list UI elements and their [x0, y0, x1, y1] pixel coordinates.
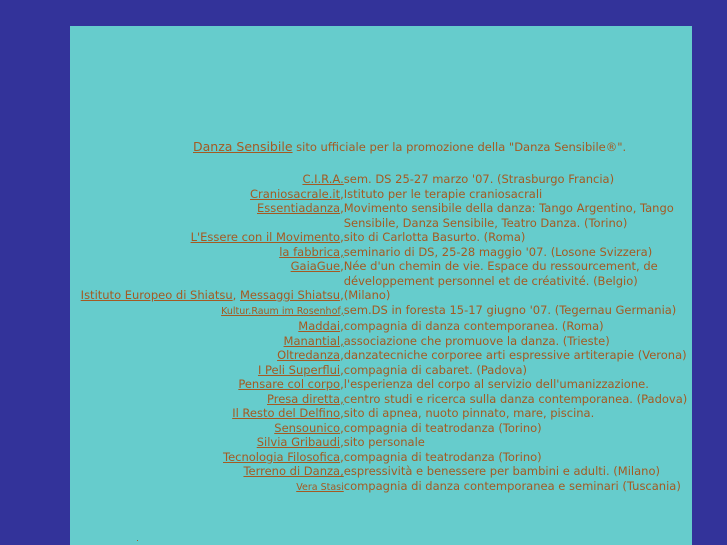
link-cell [0, 259, 344, 288]
site-link[interactable]: Silvia Gribaudi [256, 435, 341, 449]
link-row [0, 464, 727, 479]
link-description: associazione che promuove la danza. (Trieste) [343, 333, 610, 348]
link-description: danzatecniche corporee arti espressive artiterapie (Verona) [343, 348, 687, 362]
link-row [0, 479, 727, 496]
site-link[interactable]: Istituto Europeo di Shiatsu [80, 288, 233, 302]
link-description: espressività e benessere per bambini e adulti. (Milano) [343, 464, 660, 478]
link-row [0, 201, 727, 230]
link-row [0, 303, 727, 320]
link-row [0, 334, 727, 349]
link-cell [0, 319, 344, 334]
link-row [0, 450, 727, 465]
site-link[interactable]: Maddai [298, 319, 341, 333]
link-description: seminario di DS, 25-28 maggio '07. (Losone Svizzera) [343, 244, 653, 259]
site-link[interactable]: Vera Stasi [296, 481, 344, 493]
separator: , [340, 420, 344, 435]
link-cell [0, 363, 344, 378]
link-cell [0, 464, 344, 479]
link-row [0, 421, 727, 436]
link-description: compagnia di danza contemporanea e seminari (Tuscania) [343, 478, 681, 493]
site-link[interactable]: Oltredanza [277, 348, 341, 362]
site-link[interactable]: Pensare col corpo [238, 377, 341, 391]
separator: , [340, 230, 344, 244]
link-row [0, 230, 727, 245]
site-link[interactable]: la fabbrica, [279, 244, 344, 259]
site-link[interactable]: Craniosacrale.it [250, 186, 341, 201]
separator: , [340, 377, 344, 391]
link-row [0, 245, 727, 260]
separator: , [340, 186, 344, 201]
link-description: sem.DS in foresta 15-17 giugno '07. (Tegernau Germania) [343, 302, 677, 317]
link-description: Née d'un chemin de vie. Espace du ressourcement, de développement personnel et de créativité. (Belgio) [343, 259, 658, 288]
link-cell [0, 479, 344, 496]
link-description: sito di Carlotta Basurto. (Roma) [343, 230, 526, 244]
danza-sensibile-link[interactable]: Danza Sensibile [193, 139, 293, 154]
link-description: sito personale [343, 435, 425, 449]
separator: , [340, 362, 344, 377]
link-row [0, 348, 727, 363]
link-row [0, 435, 727, 450]
site-link[interactable]: Il Resto del Delfino [232, 406, 341, 420]
site-link[interactable]: GaiaGue [290, 259, 341, 273]
link-cell [0, 377, 344, 392]
link-cell [0, 187, 344, 202]
link-description: compagnia di danza contemporanea. (Roma) [343, 319, 604, 333]
site-link[interactable]: Manantial, [283, 333, 344, 348]
separator: , [232, 288, 240, 302]
link-cell [0, 421, 344, 436]
separator: , [340, 435, 344, 449]
site-link[interactable]: Terreno di Danza, [243, 464, 344, 478]
site-link[interactable]: C.I.R.A. [302, 172, 344, 186]
link-row [0, 406, 727, 421]
link-cell [0, 406, 344, 421]
site-link[interactable]: Kultur.Raum im Rosenhof, [221, 305, 344, 317]
link-row [0, 288, 727, 303]
link-row [0, 363, 727, 378]
link-row [0, 172, 727, 187]
link-cell [0, 288, 344, 303]
link-description: Movimento sensibile della danza: Tango Argentino, Tango Sensibile, Danza Sensibile, Teatro Danza. (Torino) [343, 201, 674, 230]
separator: , [340, 406, 344, 420]
link-row [0, 377, 727, 392]
link-cell [0, 201, 344, 230]
link-cell [0, 392, 344, 407]
link-cell [0, 303, 344, 320]
separator: , [340, 288, 344, 302]
link-row [0, 319, 727, 334]
link-cell [0, 245, 344, 260]
link-description: compagnia di cabaret. (Padova) [343, 362, 528, 377]
link-cell [0, 172, 344, 187]
link-cell [0, 348, 344, 363]
separator: , [340, 201, 344, 215]
link-cell [0, 334, 344, 349]
link-cell [0, 435, 344, 450]
link-row [0, 187, 727, 202]
link-description: compagnia di teatrodanza (Torino) [343, 420, 542, 435]
link-description: sem. DS 25-27 marzo '07. (Strasburgo Francia) [343, 172, 615, 186]
link-row [0, 392, 727, 407]
separator: , [340, 449, 344, 464]
link-cell [0, 230, 344, 245]
link-description: centro studi e ricerca sulla danza contemporanea. (Padova) [343, 391, 688, 406]
separator: , [340, 319, 344, 333]
site-link[interactable]: Sensounico [274, 420, 341, 435]
link-row [0, 259, 727, 288]
links-table [0, 172, 727, 495]
header-text: sito ufficiale per la promozione della "Danza Sensibile®". [292, 140, 627, 154]
link-description: compagnia di teatrodanza (Torino) [343, 449, 542, 464]
link-description: (Milano) [343, 288, 391, 302]
site-link[interactable]: Messaggi Shiatsu [239, 288, 341, 302]
separator: , [340, 348, 344, 362]
link-description: l'esperienza del corpo al servizio dell'umanizzazione. [343, 377, 649, 391]
link-description: sito di apnea, nuoto pinnato, mare, piscina. [343, 406, 595, 420]
link-cell [0, 450, 344, 465]
decorative-dot [137, 540, 138, 541]
header-line [193, 139, 643, 154]
site-link[interactable]: L'Essere con il Movimento [190, 230, 341, 244]
site-link[interactable]: Presa diretta, [267, 391, 344, 406]
link-description: Istituto per le terapie craniosacrali [343, 186, 543, 201]
site-link[interactable]: I Peli Superflui [257, 362, 341, 377]
site-link[interactable]: Essentiadanza [257, 201, 341, 215]
site-link[interactable]: Tecnologia Filosofica [223, 449, 341, 464]
separator: , [340, 259, 344, 273]
